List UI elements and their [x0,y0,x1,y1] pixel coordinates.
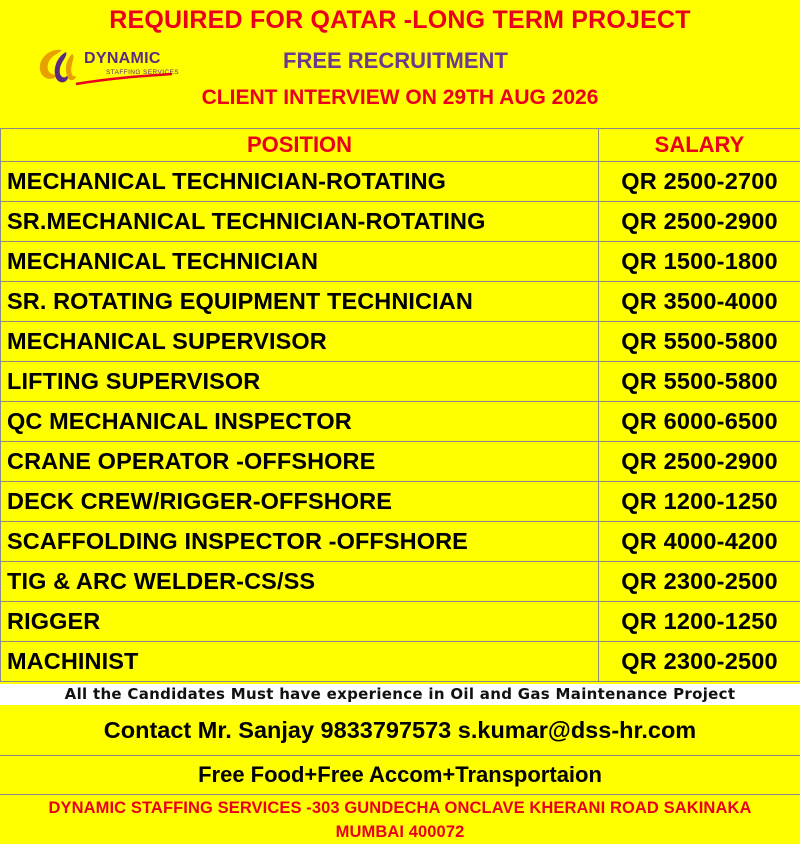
table-row [1,402,800,442]
position-cell: DECK CREW/RIGGER-OFFSHORE [1,482,599,522]
salary-cell: QR 4000-4200 [599,522,800,562]
logo-subtitle: STAFFING SERVICES [106,69,180,76]
poster-header [0,0,800,129]
salary-cell: QR 2500-2900 [599,202,800,242]
position-cell: MACHINIST [1,642,599,682]
perks-line: Free Food+Free Accom+Transportaion [0,756,800,795]
position-cell: MECHANICAL SUPERVISOR [1,322,599,362]
table-row [1,322,800,362]
salary-cell: QR 1200-1250 [599,602,800,642]
table-row [1,362,800,402]
table-row [1,562,800,602]
address-line-1: DYNAMIC STAFFING SERVICES -303 GUNDECHA ONCLAVE KHERANI ROAD SAKINAKA [48,799,752,817]
logo-swoosh-icon [32,44,182,90]
table-row [1,602,800,642]
table-row [1,202,800,242]
free-recruitment-label: FREE RECRUITMENT [283,48,508,73]
position-cell: RIGGER [1,602,599,642]
table-header-row [1,129,800,162]
salary-cell: QR 2300-2500 [599,642,800,682]
salary-cell: QR 2300-2500 [599,562,800,602]
position-cell: QC MECHANICAL INSPECTOR [1,402,599,442]
salary-cell: QR 2500-2700 [599,162,800,202]
salary-cell: QR 6000-6500 [599,402,800,442]
position-cell: CRANE OPERATOR -OFFSHORE [1,442,599,482]
table-row [1,162,800,202]
salary-cell: QR 2500-2900 [599,442,800,482]
experience-note: All the Candidates Must have experience in Oil and Gas Maintenance Project [0,684,800,705]
salary-cell: QR 5500-5800 [599,322,800,362]
address-line-2: MUMBAI 400072 [335,823,465,841]
salary-column-header: SALARY [599,129,800,162]
company-logo [32,44,182,90]
contact-line: Contact Mr. Sanjay 9833797573 s.kumar@dss-hr.com [0,705,800,756]
table-row [1,282,800,322]
positions-table [0,128,800,682]
company-address [0,796,800,844]
position-cell: SR.MECHANICAL TECHNICIAN-ROTATING [1,202,599,242]
position-cell: SR. ROTATING EQUIPMENT TECHNICIAN [1,282,599,322]
position-cell: TIG & ARC WELDER-CS/SS [1,562,599,602]
table-row [1,442,800,482]
table-row [1,522,800,562]
salary-cell: QR 1200-1250 [599,482,800,522]
position-cell: MECHANICAL TECHNICIAN [1,242,599,282]
table-row [1,642,800,682]
salary-cell: QR 3500-4000 [599,282,800,322]
position-cell: SCAFFOLDING INSPECTOR -OFFSHORE [1,522,599,562]
salary-cell: QR 5500-5800 [599,362,800,402]
position-column-header: POSITION [1,129,599,162]
salary-cell: QR 1500-1800 [599,242,800,282]
position-cell: MECHANICAL TECHNICIAN-ROTATING [1,162,599,202]
interview-date-label: CLIENT INTERVIEW ON 29TH AUG 2026 [201,86,599,109]
logo-name: DYNAMIC [84,50,161,67]
poster-title: REQUIRED FOR QATAR -LONG TERM PROJECT [109,6,691,34]
table-row [1,482,800,522]
table-row [1,242,800,282]
position-cell: LIFTING SUPERVISOR [1,362,599,402]
